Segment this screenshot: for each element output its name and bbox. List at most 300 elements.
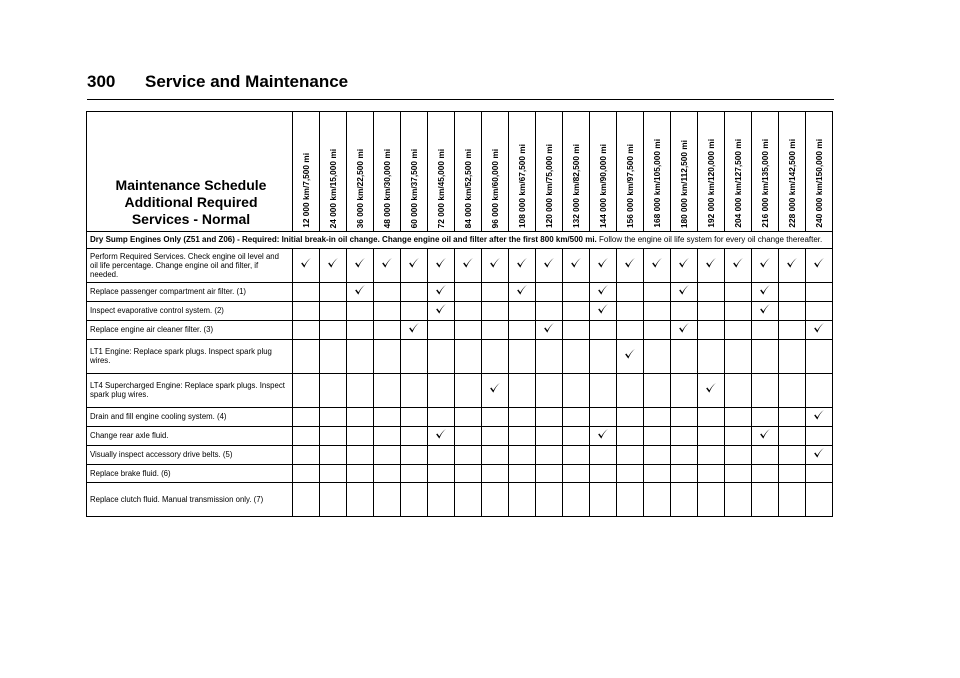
interval-cell — [671, 339, 698, 373]
schedule-title-line: Maintenance Schedule — [115, 177, 267, 193]
interval-label: 12 000 km/7,500 mi — [301, 153, 311, 228]
interval-cell — [482, 482, 509, 516]
interval-cell — [779, 426, 806, 445]
check-mark-icon — [462, 257, 474, 269]
interval-cell — [455, 482, 482, 516]
interval-cell — [617, 407, 644, 426]
interval-cell — [779, 373, 806, 407]
note-text: Follow the engine oil life system for every oil change thereafter. — [596, 235, 823, 244]
schedule-title-line: Additional Required — [124, 194, 258, 210]
interval-cell — [482, 373, 509, 407]
service-row — [87, 301, 833, 320]
interval-cell — [725, 339, 752, 373]
interval-cell — [374, 464, 401, 482]
interval-cell — [671, 301, 698, 320]
interval-cell — [455, 373, 482, 407]
interval-cell — [455, 339, 482, 373]
check-mark-icon — [759, 284, 771, 296]
check-mark-icon — [597, 303, 609, 315]
service-label: Replace brake fluid. (6) — [87, 464, 293, 482]
interval-header — [779, 112, 806, 232]
interval-cell — [536, 373, 563, 407]
service-row — [87, 482, 833, 516]
interval-cell — [428, 320, 455, 339]
check-mark-icon — [597, 428, 609, 440]
interval-cell — [752, 373, 779, 407]
page-header — [87, 70, 834, 100]
interval-cell — [428, 282, 455, 301]
interval-header — [563, 112, 590, 232]
service-row — [87, 282, 833, 301]
interval-cell — [644, 407, 671, 426]
interval-label: 168 000 km/105,000 mi — [652, 139, 662, 228]
check-mark-icon — [678, 257, 690, 269]
check-mark-icon — [435, 257, 447, 269]
interval-cell — [428, 373, 455, 407]
check-mark-icon — [759, 428, 771, 440]
interval-cell — [482, 407, 509, 426]
interval-cell — [293, 282, 320, 301]
interval-header — [806, 112, 833, 232]
interval-label: 24 000 km/15,000 mi — [328, 148, 338, 228]
check-mark-icon — [624, 348, 636, 360]
interval-label: 36 000 km/22,500 mi — [355, 148, 365, 228]
interval-cell — [374, 248, 401, 282]
interval-cell — [779, 320, 806, 339]
check-mark-icon — [624, 257, 636, 269]
interval-cell — [293, 339, 320, 373]
interval-cell — [509, 445, 536, 464]
interval-cell — [455, 426, 482, 445]
interval-cell — [293, 464, 320, 482]
interval-cell — [509, 282, 536, 301]
interval-cell — [455, 282, 482, 301]
check-mark-icon — [543, 322, 555, 334]
interval-cell — [293, 482, 320, 516]
interval-label: 204 000 km/127,500 mi — [733, 139, 743, 228]
interval-cell — [563, 301, 590, 320]
check-mark-icon — [489, 382, 501, 394]
interval-cell — [482, 426, 509, 445]
interval-cell — [563, 248, 590, 282]
service-row — [87, 339, 833, 373]
service-row — [87, 445, 833, 464]
interval-cell — [536, 320, 563, 339]
interval-cell — [455, 320, 482, 339]
interval-cell — [752, 248, 779, 282]
interval-label: 192 000 km/120,000 mi — [706, 139, 716, 228]
interval-cell — [509, 426, 536, 445]
interval-cell — [725, 464, 752, 482]
interval-cell — [725, 482, 752, 516]
interval-cell — [428, 339, 455, 373]
interval-cell — [428, 445, 455, 464]
interval-label: 240 000 km/150,000 mi — [814, 139, 824, 228]
interval-header — [752, 112, 779, 232]
check-mark-icon — [813, 257, 825, 269]
check-mark-icon — [732, 257, 744, 269]
interval-cell — [779, 301, 806, 320]
interval-cell — [725, 320, 752, 339]
interval-cell — [806, 407, 833, 426]
interval-cell — [401, 407, 428, 426]
interval-cell — [725, 282, 752, 301]
interval-header — [617, 112, 644, 232]
interval-cell — [347, 248, 374, 282]
interval-cell — [347, 445, 374, 464]
interval-label: 180 000 km/112,500 mi — [679, 139, 689, 228]
interval-cell — [536, 407, 563, 426]
interval-cell — [590, 464, 617, 482]
interval-cell — [698, 407, 725, 426]
interval-cell — [698, 445, 725, 464]
check-mark-icon — [408, 257, 420, 269]
interval-cell — [617, 248, 644, 282]
interval-cell — [320, 282, 347, 301]
check-mark-icon — [759, 303, 771, 315]
interval-cell — [725, 248, 752, 282]
interval-cell — [725, 407, 752, 426]
interval-cell — [590, 445, 617, 464]
interval-cell — [509, 320, 536, 339]
interval-cell — [536, 282, 563, 301]
interval-header-row — [87, 112, 833, 232]
interval-header — [401, 112, 428, 232]
interval-cell — [752, 445, 779, 464]
interval-cell — [428, 464, 455, 482]
interval-cell — [347, 482, 374, 516]
interval-cell — [698, 301, 725, 320]
interval-cell — [752, 426, 779, 445]
service-row — [87, 373, 833, 407]
interval-cell — [698, 282, 725, 301]
interval-cell — [320, 248, 347, 282]
interval-cell — [347, 282, 374, 301]
interval-cell — [401, 482, 428, 516]
interval-cell — [644, 248, 671, 282]
service-label: Drain and fill engine cooling system. (4) — [87, 407, 293, 426]
interval-cell — [590, 320, 617, 339]
check-mark-icon — [354, 284, 366, 296]
interval-cell — [644, 320, 671, 339]
interval-label: 120 000 km/75,000 mi — [544, 144, 554, 228]
interval-cell — [455, 248, 482, 282]
interval-cell — [698, 482, 725, 516]
interval-cell — [293, 445, 320, 464]
service-label: Replace engine air cleaner filter. (3) — [87, 320, 293, 339]
service-row — [87, 426, 833, 445]
service-label: Visually inspect accessory drive belts. (5) — [87, 445, 293, 464]
check-mark-icon — [813, 447, 825, 459]
interval-cell — [509, 464, 536, 482]
interval-cell — [374, 482, 401, 516]
interval-cell — [401, 445, 428, 464]
interval-cell — [671, 320, 698, 339]
interval-cell — [293, 301, 320, 320]
interval-cell — [617, 445, 644, 464]
check-mark-icon — [651, 257, 663, 269]
interval-cell — [563, 320, 590, 339]
interval-cell — [482, 445, 509, 464]
dry-sump-note — [87, 232, 833, 249]
interval-label: 228 000 km/142,500 mi — [787, 139, 797, 228]
interval-cell — [752, 320, 779, 339]
interval-cell — [374, 373, 401, 407]
page-number: 300 — [87, 72, 116, 91]
interval-cell — [725, 301, 752, 320]
interval-cell — [806, 282, 833, 301]
interval-label: 60 000 km/37,500 mi — [409, 148, 419, 228]
interval-cell — [563, 282, 590, 301]
interval-cell — [320, 426, 347, 445]
interval-cell — [401, 320, 428, 339]
interval-cell — [455, 445, 482, 464]
check-mark-icon — [435, 284, 447, 296]
interval-cell — [563, 339, 590, 373]
interval-cell — [671, 482, 698, 516]
interval-cell — [347, 426, 374, 445]
interval-cell — [509, 407, 536, 426]
interval-cell — [428, 407, 455, 426]
interval-cell — [590, 248, 617, 282]
check-mark-icon — [435, 428, 447, 440]
interval-cell — [806, 248, 833, 282]
interval-cell — [563, 426, 590, 445]
interval-cell — [347, 464, 374, 482]
service-label: Replace passenger compartment air filter. (1) — [87, 282, 293, 301]
check-mark-icon — [597, 284, 609, 296]
interval-cell — [482, 248, 509, 282]
interval-cell — [374, 301, 401, 320]
interval-cell — [752, 482, 779, 516]
interval-cell — [374, 282, 401, 301]
interval-cell — [509, 482, 536, 516]
interval-cell — [671, 464, 698, 482]
interval-cell — [428, 482, 455, 516]
interval-cell — [644, 464, 671, 482]
check-mark-icon — [813, 409, 825, 421]
interval-header — [671, 112, 698, 232]
section-title: Service and Maintenance — [145, 72, 349, 91]
interval-cell — [536, 426, 563, 445]
interval-cell — [752, 282, 779, 301]
service-row — [87, 464, 833, 482]
interval-cell — [590, 301, 617, 320]
check-mark-icon — [813, 322, 825, 334]
interval-cell — [779, 407, 806, 426]
interval-cell — [698, 464, 725, 482]
interval-cell — [320, 482, 347, 516]
interval-cell — [644, 339, 671, 373]
interval-cell — [617, 339, 644, 373]
interval-cell — [671, 407, 698, 426]
interval-cell — [509, 373, 536, 407]
interval-cell — [374, 320, 401, 339]
interval-cell — [752, 464, 779, 482]
check-mark-icon — [381, 257, 393, 269]
interval-header — [509, 112, 536, 232]
check-mark-icon — [300, 257, 312, 269]
interval-header — [320, 112, 347, 232]
service-label: LT4 Supercharged Engine: Replace spark plugs. Inspect spark plug wires. — [87, 373, 293, 407]
interval-cell — [590, 482, 617, 516]
interval-cell — [671, 248, 698, 282]
interval-label: 96 000 km/60,000 mi — [490, 148, 500, 228]
interval-cell — [590, 426, 617, 445]
interval-cell — [698, 426, 725, 445]
check-mark-icon — [408, 322, 420, 334]
interval-cell — [779, 282, 806, 301]
interval-cell — [698, 373, 725, 407]
check-mark-icon — [570, 257, 582, 269]
interval-header — [293, 112, 320, 232]
service-label: Inspect evaporative control system. (2) — [87, 301, 293, 320]
interval-cell — [401, 301, 428, 320]
check-mark-icon — [435, 303, 447, 315]
interval-cell — [509, 248, 536, 282]
interval-cell — [320, 320, 347, 339]
interval-cell — [617, 373, 644, 407]
schedule-title — [87, 112, 293, 232]
interval-cell — [806, 320, 833, 339]
interval-cell — [644, 282, 671, 301]
interval-cell — [779, 445, 806, 464]
interval-cell — [806, 339, 833, 373]
interval-cell — [752, 301, 779, 320]
service-label: Perform Required Services. Check engine oil level and oil life percentage. Change engine oil and filter, if needed. — [87, 248, 293, 282]
interval-cell — [779, 339, 806, 373]
interval-header — [590, 112, 617, 232]
interval-cell — [806, 373, 833, 407]
interval-cell — [347, 373, 374, 407]
check-mark-icon — [489, 257, 501, 269]
check-mark-icon — [543, 257, 555, 269]
interval-cell — [644, 301, 671, 320]
interval-cell — [671, 282, 698, 301]
interval-cell — [482, 282, 509, 301]
interval-cell — [536, 464, 563, 482]
interval-label: 48 000 km/30,000 mi — [382, 148, 392, 228]
maintenance-schedule-table — [86, 111, 833, 517]
interval-label: 84 000 km/52,500 mi — [463, 148, 473, 228]
interval-cell — [617, 482, 644, 516]
interval-cell — [725, 445, 752, 464]
interval-header — [725, 112, 752, 232]
interval-cell — [725, 373, 752, 407]
check-mark-icon — [597, 257, 609, 269]
interval-header — [536, 112, 563, 232]
interval-cell — [320, 301, 347, 320]
interval-cell — [401, 339, 428, 373]
interval-label: 144 000 km/90,000 mi — [598, 144, 608, 228]
interval-cell — [806, 301, 833, 320]
interval-cell — [347, 301, 374, 320]
check-mark-icon — [678, 284, 690, 296]
interval-cell — [563, 482, 590, 516]
interval-cell — [779, 248, 806, 282]
interval-cell — [806, 482, 833, 516]
interval-cell — [698, 339, 725, 373]
service-label: Change rear axle fluid. — [87, 426, 293, 445]
interval-cell — [536, 482, 563, 516]
interval-cell — [401, 373, 428, 407]
interval-cell — [374, 426, 401, 445]
note-row — [87, 232, 833, 249]
check-mark-icon — [705, 382, 717, 394]
interval-cell — [563, 445, 590, 464]
interval-cell — [401, 248, 428, 282]
interval-cell — [347, 339, 374, 373]
interval-cell — [347, 407, 374, 426]
interval-label: 108 000 km/67,500 mi — [517, 144, 527, 228]
interval-cell — [374, 445, 401, 464]
interval-label: 156 000 km/97,500 mi — [625, 144, 635, 228]
check-mark-icon — [327, 257, 339, 269]
interval-cell — [563, 464, 590, 482]
interval-cell — [590, 373, 617, 407]
interval-cell — [806, 426, 833, 445]
service-row — [87, 407, 833, 426]
interval-cell — [617, 426, 644, 445]
interval-cell — [671, 373, 698, 407]
interval-cell — [536, 339, 563, 373]
interval-cell — [698, 248, 725, 282]
interval-cell — [320, 464, 347, 482]
interval-cell — [590, 339, 617, 373]
interval-cell — [482, 464, 509, 482]
interval-cell — [536, 301, 563, 320]
check-mark-icon — [678, 322, 690, 334]
interval-cell — [455, 301, 482, 320]
interval-header — [644, 112, 671, 232]
interval-cell — [320, 339, 347, 373]
interval-cell — [779, 482, 806, 516]
interval-cell — [536, 248, 563, 282]
check-mark-icon — [786, 257, 798, 269]
interval-cell — [320, 407, 347, 426]
service-label: Replace clutch fluid. Manual transmission only. (7) — [87, 482, 293, 516]
interval-cell — [590, 407, 617, 426]
interval-cell — [509, 339, 536, 373]
interval-cell — [293, 248, 320, 282]
interval-cell — [482, 301, 509, 320]
check-mark-icon — [705, 257, 717, 269]
interval-cell — [617, 320, 644, 339]
check-mark-icon — [516, 284, 528, 296]
interval-cell — [671, 445, 698, 464]
interval-cell — [428, 248, 455, 282]
interval-label: 132 000 km/82,500 mi — [571, 144, 581, 228]
interval-cell — [617, 301, 644, 320]
interval-cell — [374, 407, 401, 426]
interval-label: 216 000 km/135,000 mi — [760, 139, 770, 228]
interval-cell — [401, 426, 428, 445]
schedule-title-line: Services - Normal — [131, 211, 251, 227]
interval-cell — [293, 426, 320, 445]
note-bold-text: Dry Sump Engines Only (Z51 and Z06) - Required: Initial break-in oil change. Change engine oil and filter after the first 800 km/500 mi. — [90, 235, 597, 244]
interval-cell — [644, 482, 671, 516]
interval-cell — [752, 339, 779, 373]
interval-cell — [617, 282, 644, 301]
service-row — [87, 320, 833, 339]
interval-cell — [293, 373, 320, 407]
interval-cell — [374, 339, 401, 373]
check-mark-icon — [354, 257, 366, 269]
interval-cell — [455, 407, 482, 426]
interval-header — [374, 112, 401, 232]
interval-cell — [698, 320, 725, 339]
interval-cell — [428, 301, 455, 320]
